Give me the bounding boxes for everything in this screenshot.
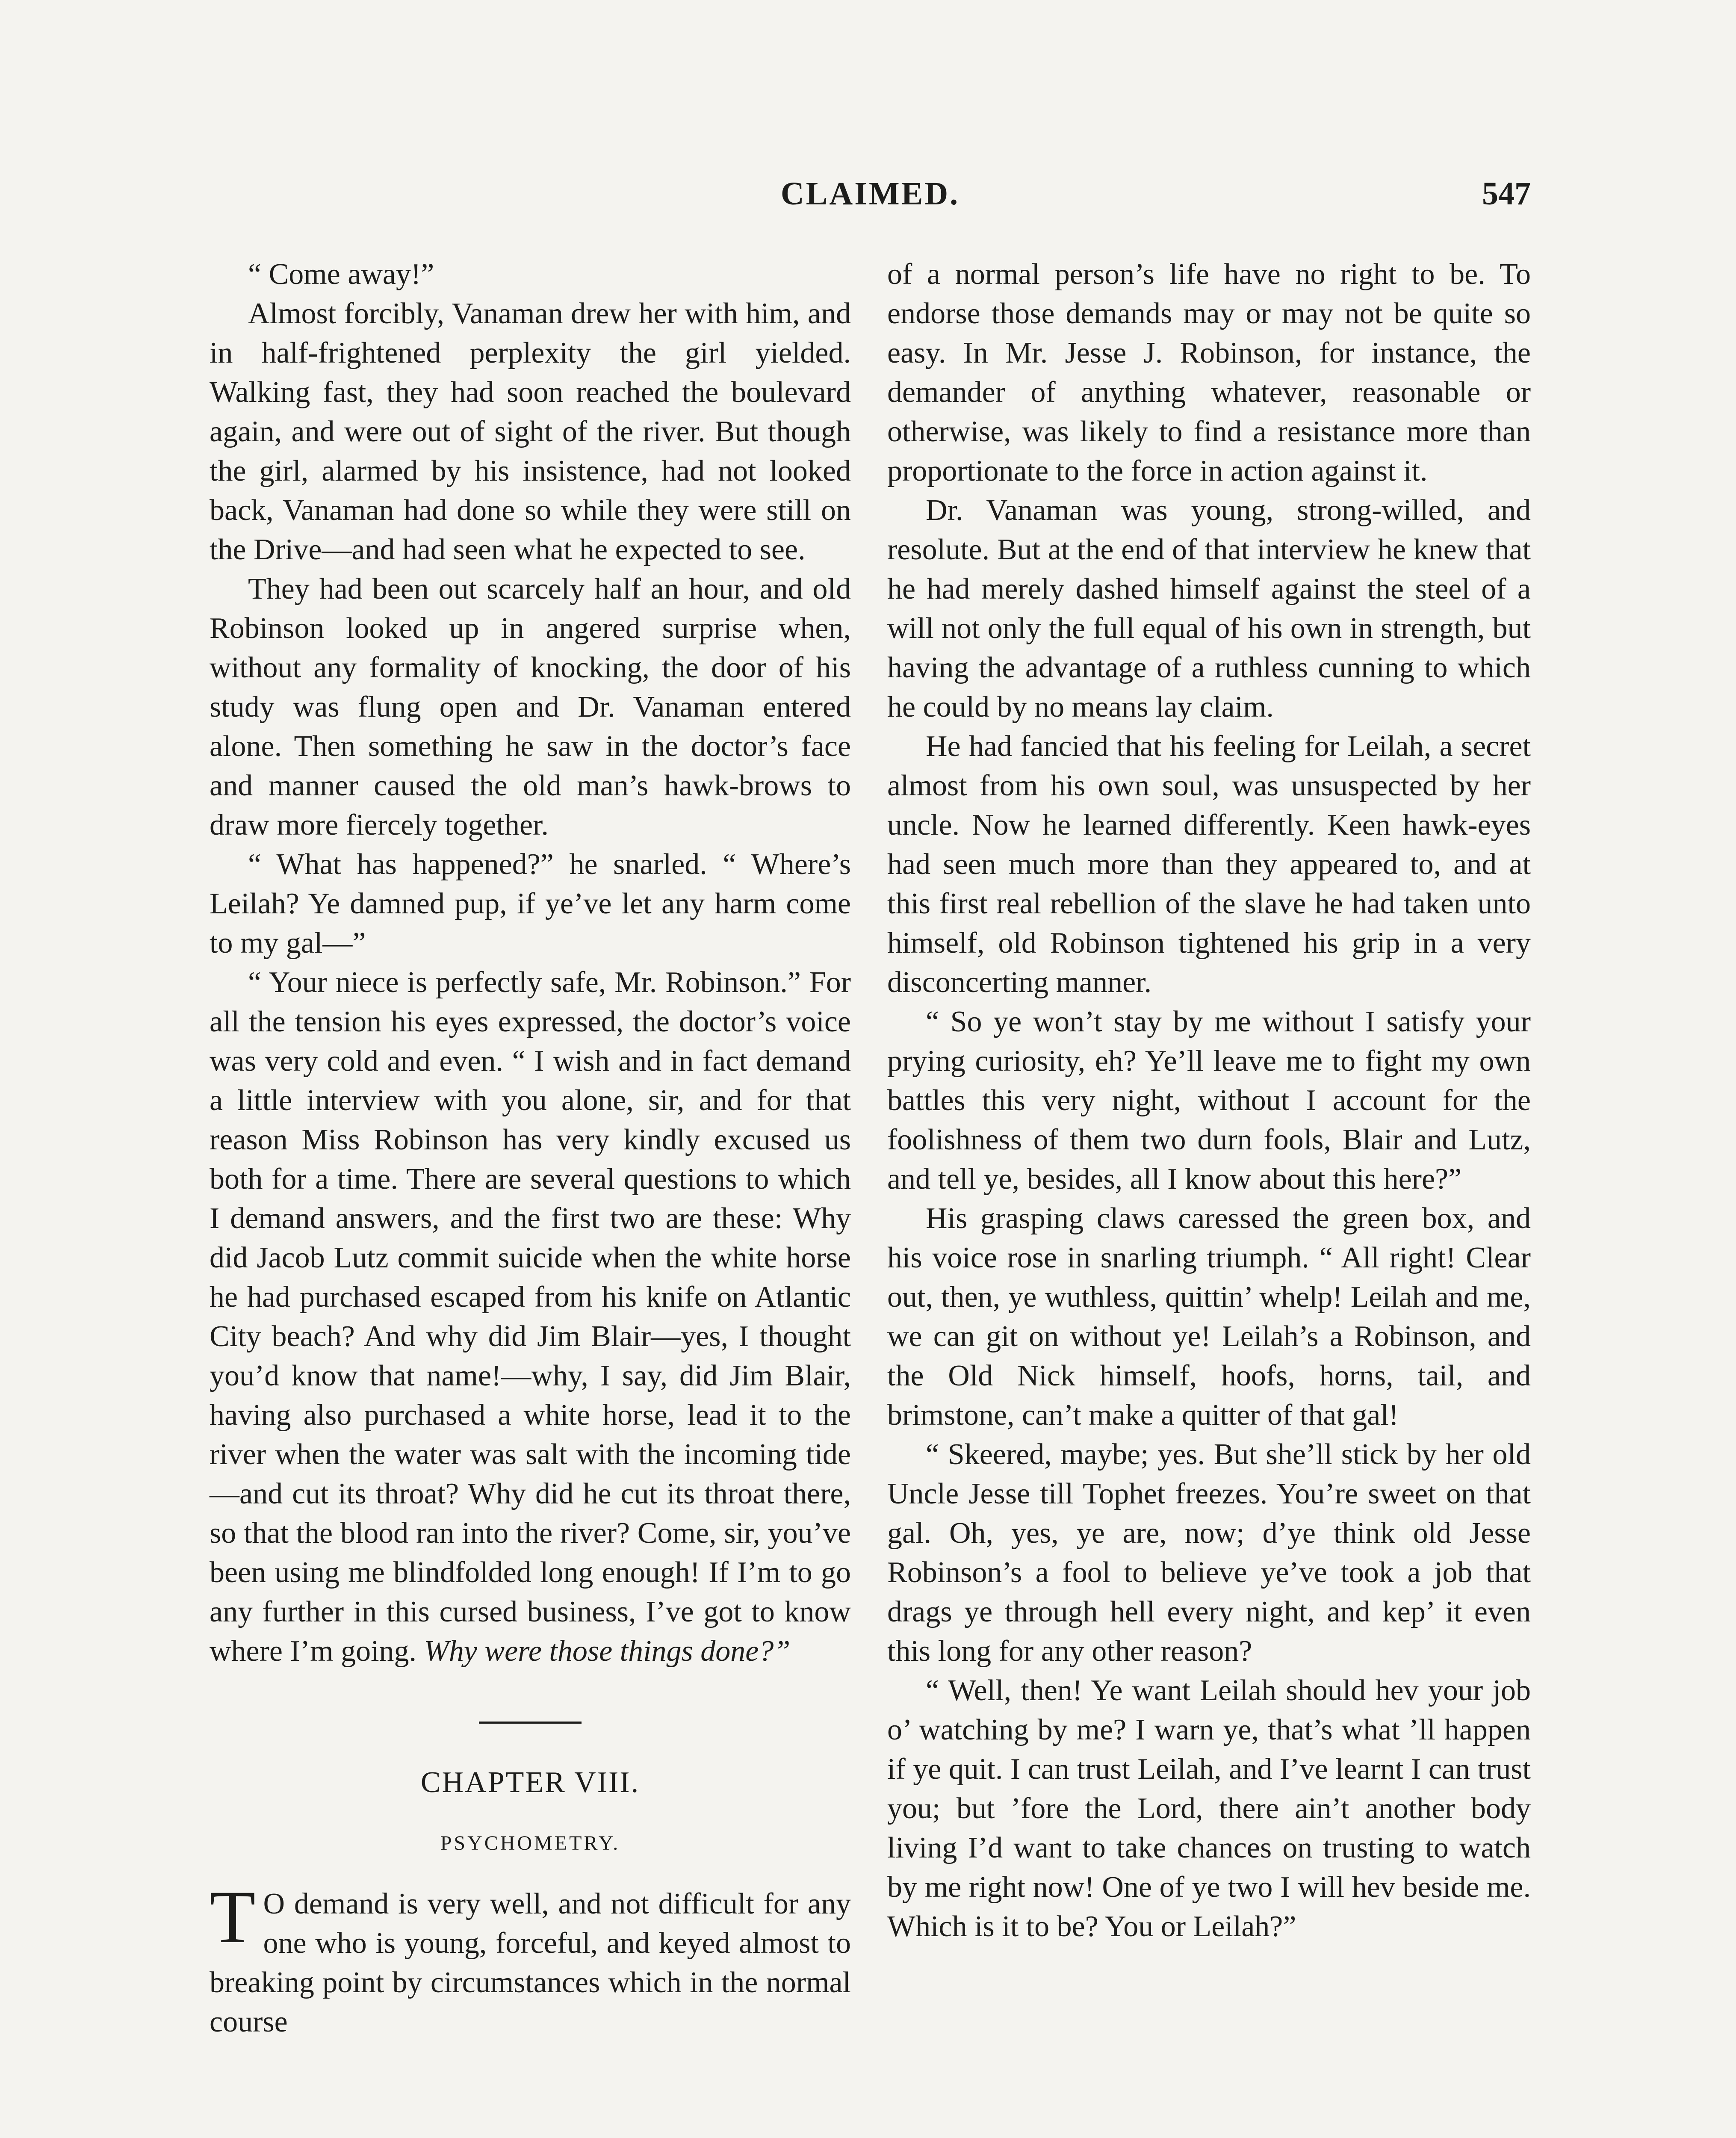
right-column (887, 255, 1531, 1946)
paragraph: “ Come away!” (248, 258, 434, 291)
paragraph: “ Skeered, maybe; yes. But she’ll stick by her old Uncle Jesse till Tophet freezes. You’re sweet on that gal. Oh, yes, ye are, now; d’ye think old Jesse Robinson’s a fool to believe ye’ve took a job that drags ye through hell every night, and kep’ it even this long for any other reason? (887, 1438, 1531, 1668)
paragraph: “ What has happened?” he snarled. “ Where’s Leilah? Ye damned pup, if ye’ve let any harm come to my gal—” (210, 848, 851, 960)
left-column (210, 255, 851, 2042)
chapter-opening-paragraph (210, 1875, 851, 2042)
paragraph: He had fancied that his feeling for Leilah, a secret almost from his own soul, was unsuspected by her uncle. Now he learned differently. Keen hawk-eyes had seen much more than they appeared to, and at this first real rebellion of the slave he had taken unto himself, old Robinson tightened his grip in a very disconcerting manner. (887, 730, 1531, 999)
chapter-subtitle: PSYCHOMETRY. (440, 1832, 620, 1855)
paragraph: Almost forcibly, Vanaman drew her with him, and in half-frightened perplexity the girl yielded. Walking fast, they had soon reached the boulevard again, and were out of sight of the river. But though the girl, alarmed by his insistence, had not looked back, Vanaman had done so while they were still on the Drive—and had seen what he expected to see. (210, 297, 851, 566)
page-header (210, 175, 1531, 222)
section-divider (479, 1722, 582, 1724)
page-number: 547 (1482, 176, 1531, 212)
paragraph: They had been out scarcely half an hour, and old Robinson looked up in angered surprise when, without any formality of knocking, the door of his study was flung open and Dr. Vanaman entered alone. Then something he saw in the doctor’s face and manner caused the old man’s hawk-brows to draw more fiercely together. (210, 573, 851, 842)
paragraph: “ Well, then! Ye want Leilah should hev your job o’ watching by me? I warn ye, that’s what ’ll happen if ye quit. I can trust Leilah, and I’ve learnt I can trust you; but ’fore the Lord, there ain’t another body living I’d want to take chances on trusting to watch by me right now! One of ye two I will hev beside me. Which is it to be? You or Leilah?” (887, 1674, 1531, 1943)
paragraph: “ So ye won’t stay by me without I satisfy your prying curiosity, eh? Ye’ll leave me to fight my own battles this very night, without I account for the foolishness of them two durn fools, Blair and Lutz, and tell ye, besides, all I know about this here?” (887, 1005, 1531, 1196)
italic-question: Why were those things done?” (424, 1635, 791, 1668)
chapter-title: CHAPTER VIII. (420, 1766, 640, 1799)
paragraph: Dr. Vanaman was young, strong-willed, and resolute. But at the end of that interview he knew that he had merely dashed himself against the steel of a will not only the full equal of his own in strength, but having the advantage of a ruthless cunning to which he could by no means lay claim. (887, 494, 1531, 723)
paragraph (210, 963, 851, 1671)
paragraph: of a normal person’s life have no right to be. To endorse those demands may or may not be quite so easy. In Mr. Jesse J. Robinson, for instance, the demander of anything whatever, reasonable or otherwise, was likely to find a resistance more than proportionate to the force in action against it. (887, 258, 1531, 487)
opening-text: O demand is very well, and not difficult for any one who is young, forceful, and keyed almost to breaking point by circumstances which in the normal course (210, 1887, 851, 2038)
drop-cap: T (210, 1875, 256, 1959)
paragraph-text: “ Your niece is perfectly safe, Mr. Robinson.” For all the tension his eyes expressed, the doctor’s voice was very cold and even. “ I wish and in fact demand a little interview with you alone, sir, and for that reason Miss Robinson has very kindly excused us both for a time. There are several questions to which I demand answers, and the first two are these: Why did Jacob Lutz commit suicide when the white horse he had purchased escaped from his knife on Atlantic City beach? And why did Jim Blair—yes, I thought you’d know that name!—why, I say, did Jim Blair, having also purchased a white horse, lead it to the river when the water was salt with the incoming tide—and cut its throat? Why did he cut its throat there, so that the blood ran into the river? Come, sir, you’ve been using me blindfolded long enough! If I’m to go any further in this cursed business, I’ve got to know where I’m going. (210, 966, 851, 1668)
paragraph: His grasping claws caressed the green box, and his voice rose in snarling triumph. “ All right! Clear out, then, ye wuthless, quittin’ whelp! Leilah and me, we can git on without ye! Leilah’s a Robinson, and the Old Nick himself, hoofs, horns, tail, and brimstone, can’t make a quitter of that gal! (887, 1202, 1531, 1432)
running-head: CLAIMED. (780, 176, 960, 212)
